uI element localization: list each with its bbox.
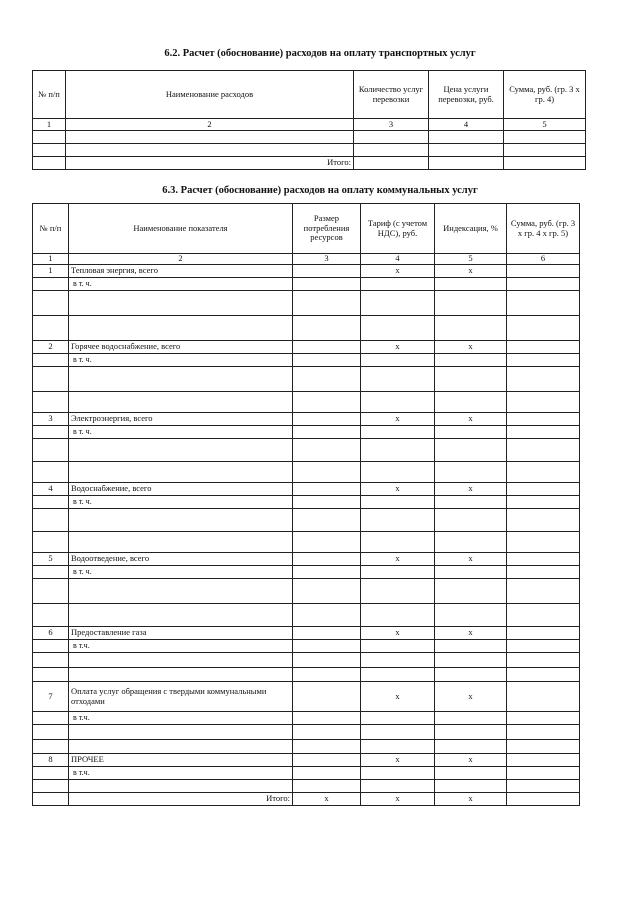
table-row (33, 712, 580, 725)
header-cell: Индексация, % (435, 204, 507, 254)
table-row (33, 426, 580, 439)
table-row (33, 780, 580, 793)
x-mark: х (361, 483, 435, 496)
x-mark: х (293, 793, 361, 806)
header-cell: № п/п (33, 204, 69, 254)
x-mark: х (435, 341, 507, 354)
table-row (33, 367, 580, 392)
header-cell: Наименование расходов (66, 71, 354, 119)
table-row (33, 627, 580, 640)
x-mark: х (435, 483, 507, 496)
x-mark: х (361, 793, 435, 806)
header-cell: Сумма, руб. (гр. 3 х гр. 4) (504, 71, 586, 119)
table-row (33, 462, 580, 483)
column-number: 4 (361, 254, 435, 265)
table-row (33, 553, 580, 566)
x-mark: х (361, 413, 435, 426)
table-row (33, 144, 586, 157)
item-name: Горячее водоснабжение, всего (69, 341, 293, 354)
table-row (33, 604, 580, 627)
column-number: 3 (293, 254, 361, 265)
x-mark: х (435, 627, 507, 640)
table-row (33, 131, 586, 144)
table-row (33, 566, 580, 579)
x-mark: х (361, 553, 435, 566)
item-sub-label: в т.ч. (69, 767, 293, 780)
table-row (33, 754, 580, 767)
table-row (33, 341, 580, 354)
column-number: 2 (69, 254, 293, 265)
table-row (33, 265, 580, 278)
x-mark: х (435, 413, 507, 426)
table-row (33, 725, 580, 740)
x-mark: х (435, 754, 507, 767)
transport-table (32, 70, 586, 170)
x-mark: х (361, 265, 435, 278)
table-row (33, 392, 580, 413)
table-row (33, 682, 580, 712)
header-cell: Размер потребления ресурсов (293, 204, 361, 254)
item-name: ПРОЧЕЕ (69, 754, 293, 767)
item-number: 1 (33, 265, 69, 278)
item-name: Водоснабжение, всего (69, 483, 293, 496)
table-row (33, 316, 580, 341)
table-row (33, 668, 580, 682)
column-number: 5 (435, 254, 507, 265)
item-sub-label: в т. ч. (69, 426, 293, 439)
item-name: Электроэнергия, всего (69, 413, 293, 426)
item-number: 6 (33, 627, 69, 640)
section-title-transport: 6.2. Расчет (обоснование) расходов на оплату транспортных услуг (164, 48, 476, 59)
table-row (33, 509, 580, 532)
item-sub-label: в т. ч. (69, 566, 293, 579)
total-row (33, 157, 586, 170)
header-cell: Цена услуги перевозки, руб. (429, 71, 504, 119)
item-sub-label: в т. ч. (69, 278, 293, 291)
header-cell: Количество услуг перевозки (354, 71, 429, 119)
header-cell: Сумма, руб. (гр. 3 х гр. 4 х гр. 5) (507, 204, 580, 254)
table-row (33, 483, 580, 496)
column-number: 2 (66, 119, 354, 131)
item-sub-label: в т.ч. (69, 712, 293, 725)
item-number: 3 (33, 413, 69, 426)
table-row (33, 740, 580, 754)
x-mark: х (435, 553, 507, 566)
table-row (33, 496, 580, 509)
column-number: 4 (429, 119, 504, 131)
table-row (33, 439, 580, 462)
item-name: Оплата услуг обращения с твердыми коммунальными отходами (69, 682, 293, 712)
column-number: 5 (504, 119, 586, 131)
column-number: 1 (33, 119, 66, 131)
table-row (33, 278, 580, 291)
item-sub-label: в т. ч. (69, 496, 293, 509)
header-cell: № п/п (33, 71, 66, 119)
header-cell: Тариф (с учетом НДС), руб. (361, 204, 435, 254)
table-row (33, 640, 580, 653)
table-row (33, 291, 580, 316)
item-number: 7 (33, 682, 69, 712)
column-number: 1 (33, 254, 69, 265)
item-sub-label: в т. ч. (69, 354, 293, 367)
table-row (33, 532, 580, 553)
x-mark: х (361, 682, 435, 712)
total-label: Итого: (69, 793, 293, 806)
item-number: 2 (33, 341, 69, 354)
total-label: Итого: (66, 157, 354, 170)
item-name: Водоотведение, всего (69, 553, 293, 566)
table-row (33, 354, 580, 367)
table-row (33, 767, 580, 780)
x-mark: х (435, 265, 507, 278)
section-title-utilities: 6.3. Расчет (обоснование) расходов на оплату коммунальных услуг (162, 185, 478, 196)
header-cell: Наименование показателя (69, 204, 293, 254)
item-number: 4 (33, 483, 69, 496)
x-mark: х (361, 341, 435, 354)
x-mark: х (435, 793, 507, 806)
item-number: 5 (33, 553, 69, 566)
x-mark: х (361, 627, 435, 640)
utilities-table (32, 203, 580, 806)
item-number: 8 (33, 754, 69, 767)
item-name: Тепловая энергия, всего (69, 265, 293, 278)
item-name: Предоставление газа (69, 627, 293, 640)
table-row (33, 653, 580, 668)
column-number: 6 (507, 254, 580, 265)
total-row (33, 793, 580, 806)
column-number: 3 (354, 119, 429, 131)
x-mark: х (435, 682, 507, 712)
x-mark: х (361, 754, 435, 767)
table-row (33, 413, 580, 426)
item-sub-label: в т.ч. (69, 640, 293, 653)
table-row (33, 579, 580, 604)
